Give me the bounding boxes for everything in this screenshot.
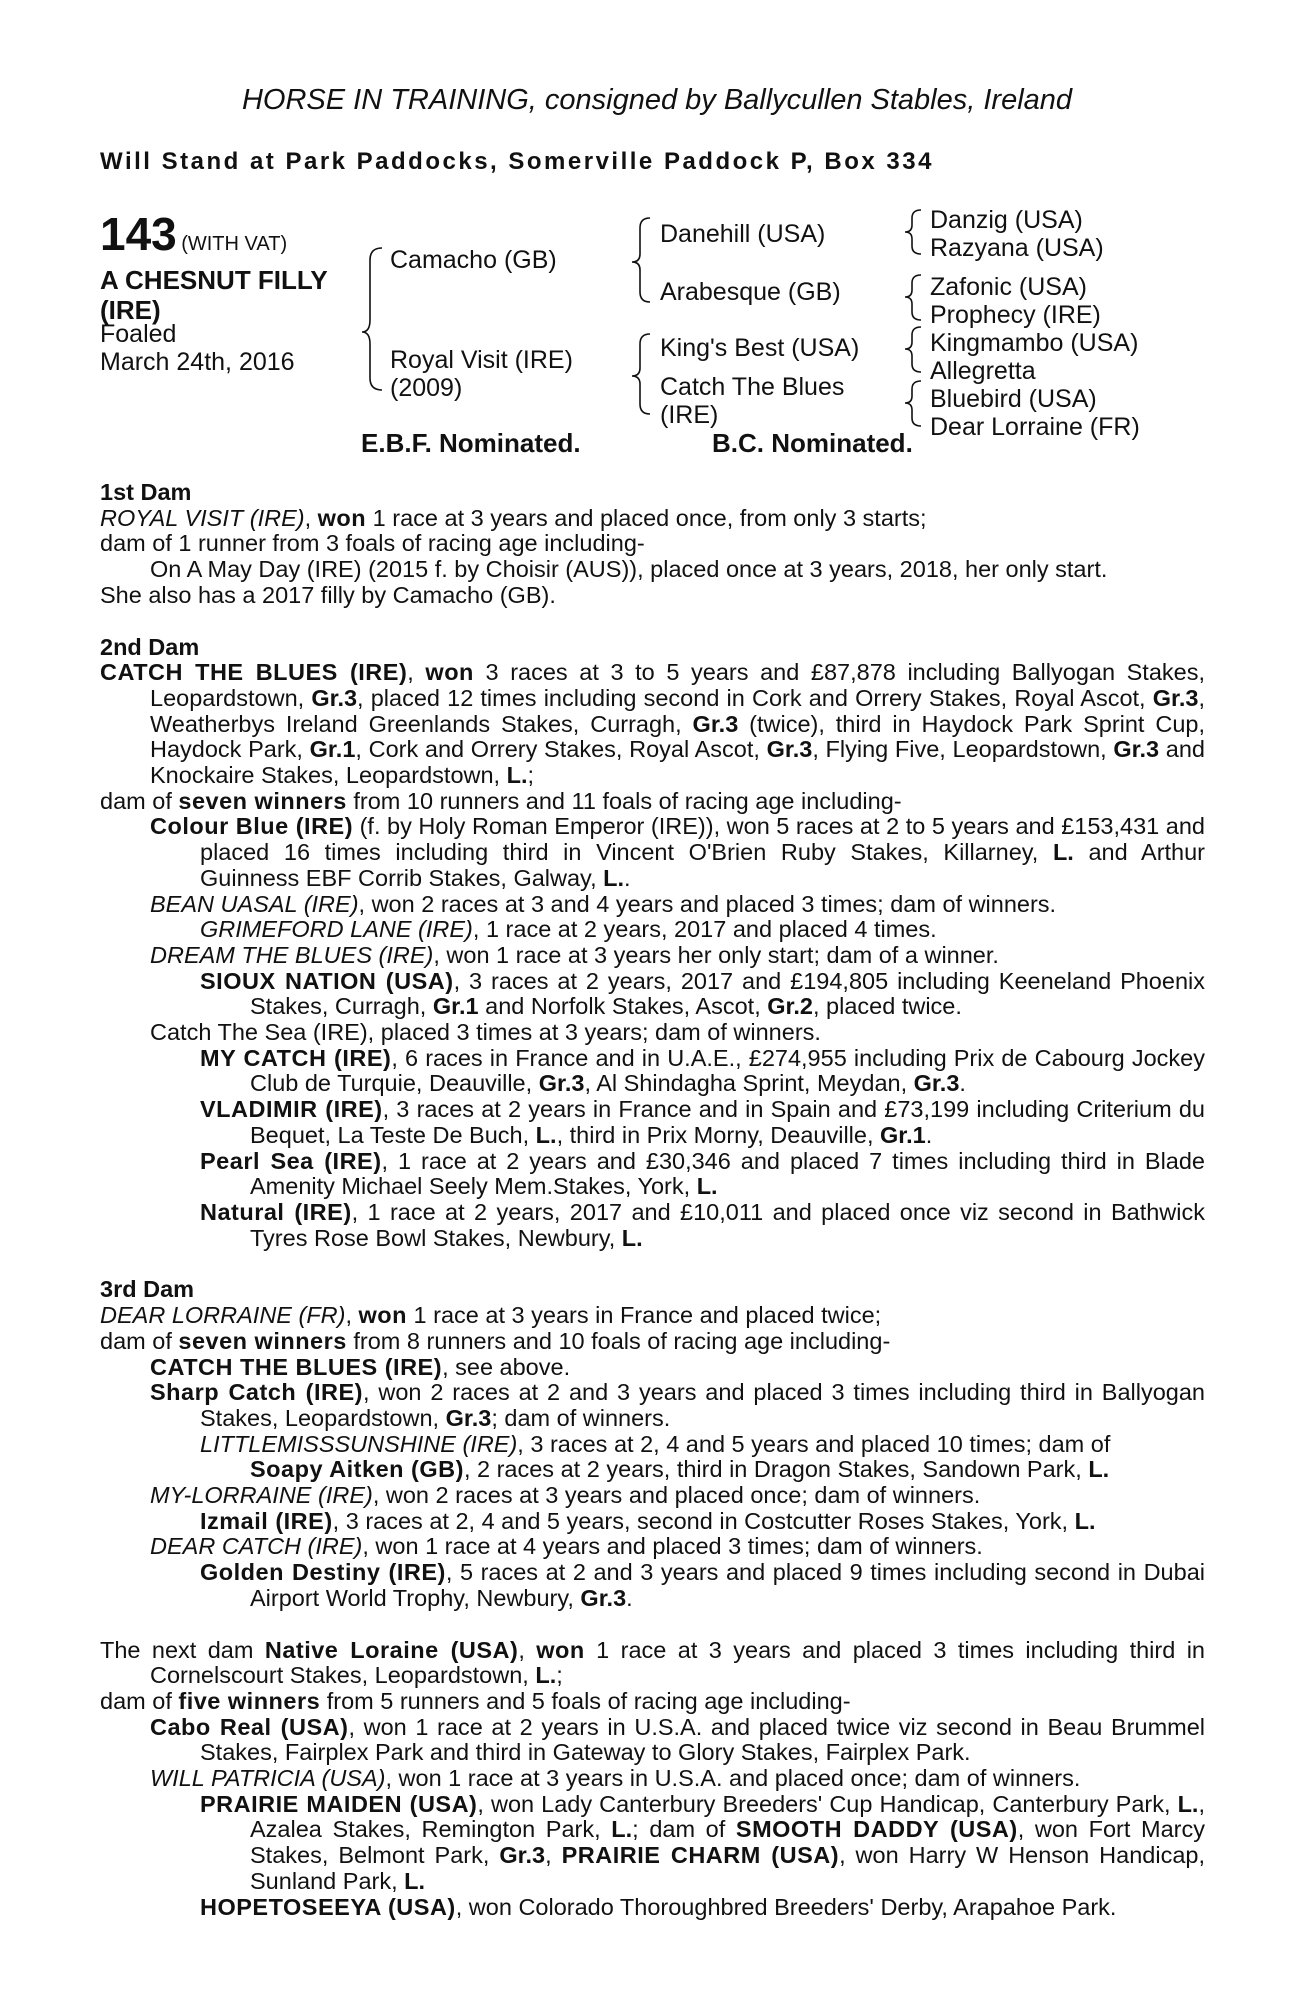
description-line-2: (IRE) — [100, 295, 161, 325]
colour-blue-entry: Colour Blue (IRE) (f. by Holy Roman Emperor (IRE)), won 5 races at 2 to 5 years and £153,431 and placed 16 times including third in Vincent O'Brien Ruby Stakes, Killarney, L. and Arthur Guinness EBF Corrib Stakes, Galway, L.. — [150, 813, 1206, 891]
ancestor-6: Allegretta — [930, 357, 1036, 385]
dam-dam — [660, 373, 844, 429]
ancestor-7: Bluebird (USA) — [930, 385, 1097, 413]
vladimir-entry: VLADIMIR (IRE), 3 races at 2 years in France and in Spain and £73,199 including Criterium du Bequet, La Teste De Buch, L., third in Prix Morny, Deauville, Gr.1. — [200, 1096, 1205, 1148]
pedigree-notes — [100, 480, 1205, 1920]
dam-dam-line-2: (IRE) — [660, 401, 719, 429]
third-generation — [930, 206, 1140, 441]
second-dam-heading: 2nd Dam — [100, 633, 200, 660]
third-dam-heading: 3rd Dam — [100, 1276, 195, 1303]
ancestor-3: Zafonic (USA) — [930, 273, 1087, 301]
foaled-label: Foaled — [100, 320, 177, 348]
izmail-entry: Izmail (IRE), 3 races at 2, 4 and 5 years, second in Costcutter Roses Stakes, York, L. — [200, 1507, 1096, 1534]
first-dam-heading: 1st Dam — [100, 479, 192, 505]
my-lorraine-entry: MY-LORRAINE (IRE), won 2 races at 3 years and placed once; dam of winners. — [150, 1482, 981, 1509]
cabo-real-entry: Cabo Real (USA), won 1 race at 2 years in U.S.A. and placed twice viz second in Beau Brummel Stakes, Fairplex Park and third in Gateway to Glory Stakes, Fairplex Park. — [150, 1713, 1206, 1766]
pearl-sea-entry: Pearl Sea (IRE), 1 race at 2 years and £30,346 and placed 7 times including third in Blade Amenity Michael Seely Mem.Stakes, York, L. — [200, 1147, 1205, 1200]
third-dam-record: DEAR LORRAINE (FR), won 1 race at 3 years in France and placed twice; — [100, 1302, 882, 1329]
littlemisssunshine-entry: LITTLEMISSSUNSHINE (IRE), 3 races at 2, 4 and 5 years and placed 10 times; dam of — [200, 1430, 1111, 1457]
consignor-title: HORSE IN TRAINING, consigned by Ballycullen Stables, Ireland — [241, 84, 1073, 116]
second-dam-record: CATCH THE BLUES (IRE), won 3 races at 3 to 5 years and £87,878 including Ballyogan Stakes, Leopardstown, Gr.3, placed 12 times including second in Cork and Orrery Stakes, Royal Ascot, Gr.3, Weatherbys Ireland Greenlands Stakes, Curragh, Gr.3 (twice), third in Haydock Park Sprint Cup, Haydock Park, Gr.1, Cork and Orrery Stakes, Royal Ascot, Gr.3, Flying Five, Leopardstown, Gr.3 and Knockaire Stakes, Leopardstown, L.; — [100, 659, 1205, 789]
ancestor-2: Razyana (USA) — [930, 234, 1104, 262]
natural-entry: Natural (IRE), 1 race at 2 years, 2017 and £10,011 and placed once viz second in Bathwick Tyres Rose Bowl Stakes, Newbury, L. — [200, 1198, 1205, 1251]
dam-name — [390, 346, 573, 402]
dam-name-line-1: Royal Visit (IRE) — [390, 346, 573, 374]
golden-destiny-entry: Golden Destiny (IRE), 5 races at 2 and 3 years and placed 9 times including second in Dubai Airport World Trophy, Newbury, Gr.3. — [200, 1559, 1205, 1611]
foaled-date: March 24th, 2016 — [100, 348, 295, 376]
first-dam-produce: dam of 1 runner from 3 foals of racing age including- — [100, 530, 645, 557]
my-catch-entry: MY CATCH (IRE), 6 races in France and in U.A.E., £274,955 including Prix de Cabourg Jockey Club de Turquie, Deauville, Gr.3, Al Shindagha Sprint, Meydan, Gr.3. — [200, 1044, 1205, 1097]
hopetoseeya-entry: HOPETOSEEYA (USA), won Colorado Thoroughbred Breeders' Derby, Arapahoe Park. — [200, 1893, 1117, 1920]
will-patricia-entry: WILL PATRICIA (USA), won 1 race at 3 years in U.S.A. and placed once; dam of winners. — [150, 1765, 1081, 1792]
bean-uasal-entry: BEAN UASAL (IRE), won 2 races at 3 and 4 years and placed 3 times; dam of winners. — [150, 890, 1057, 917]
ancestor-1: Danzig (USA) — [930, 206, 1083, 234]
grimeford-lane-entry: GRIMEFORD LANE (IRE), 1 race at 2 years, 2017 and placed 4 times. — [200, 916, 937, 943]
catch-the-sea-entry: Catch The Sea (IRE), placed 3 times at 3 years; dam of winners. — [150, 1019, 821, 1046]
ancestor-4: Prophecy (IRE) — [930, 301, 1101, 329]
ebf-nomination: E.B.F. Nominated. — [361, 428, 581, 458]
second-dam-produce: dam of seven winners from 10 runners and 11 foals of racing age including- — [100, 787, 902, 814]
first-dam-name: ROYAL VISIT (IRE) — [100, 504, 305, 531]
ancestor-8: Dear Lorraine (FR) — [930, 413, 1140, 441]
catch-the-blues-ref: CATCH THE BLUES (IRE), see above. — [150, 1353, 571, 1380]
third-dam-produce: dam of seven winners from 8 runners and 10 foals of racing age including- — [100, 1327, 891, 1354]
sioux-nation-entry: SIOUX NATION (USA), 3 races at 2 years, 2017 and £194,805 including Keeneland Phoenix Stakes, Curragh, Gr.1 and Norfolk Stakes, Ascot, Gr.2, placed twice. — [200, 967, 1205, 1020]
description-line-1: A CHESNUT FILLY — [100, 265, 328, 295]
sire-name: Camacho (GB) — [390, 246, 557, 274]
dam-dam-line-1: Catch The Blues — [660, 373, 845, 401]
dam-sire: King's Best (USA) — [660, 334, 860, 362]
bc-nomination: B.C. Nominated. — [712, 428, 913, 458]
next-dam-record: The next dam Native Loraine (USA), won 1 race at 3 years and placed 3 times including third in Cornelscourt Stakes, Leopardstown, L.; — [100, 1636, 1205, 1689]
sharp-catch-entry: Sharp Catch (IRE), won 2 races at 2 and 3 years and placed 3 times including third in Ballyogan Stakes, Leopardstown, Gr.3; dam of winners. — [150, 1379, 1206, 1431]
dam-foaling-year: (2009) — [390, 374, 463, 402]
first-dam-note: She also has a 2017 filly by Camacho (GB). — [100, 581, 556, 608]
ancestor-5: Kingmambo (USA) — [930, 329, 1139, 357]
vat-note: (WITH VAT) — [181, 233, 288, 255]
dear-catch-entry: DEAR CATCH (IRE), won 1 race at 4 years and placed 3 times; dam of winners. — [150, 1533, 983, 1560]
dream-the-blues-entry: DREAM THE BLUES (IRE), won 1 race at 3 years her only start; dam of a winner. — [150, 941, 999, 968]
stand-location: Will Stand at Park Paddocks, Somerville Paddock P, Box 334 — [100, 148, 934, 175]
sire-sire: Danehill (USA) — [660, 220, 826, 248]
prairie-maiden-entry: PRAIRIE MAIDEN (USA), won Lady Canterbury Breeders' Cup Handicap, Canterbury Park, L., Azalea Stakes, Remington Park, L.; dam of SMOOTH DADDY (USA), won Fort Marcy Stakes, Belmont Park, Gr.3, PRAIRIE CHARM (USA), won Harry W Henson Handicap, Sunland Park, L. — [200, 1790, 1206, 1894]
soapy-aitken-entry: Soapy Aitken (GB), 2 races at 2 years, third in Dragon Stakes, Sandown Park, L. — [250, 1456, 1110, 1483]
next-dam-produce: dam of five winners from 5 runners and 5 foals of racing age including- — [100, 1687, 851, 1714]
first-dam-record: ROYAL VISIT (IRE), won 1 race at 3 years and placed once, from only 3 starts; — [100, 504, 927, 531]
lot-number: 143 — [100, 208, 177, 260]
first-dam-foal-2015: On A May Day (IRE) (2015 f. by Choisir (AUS)), placed once at 3 years, 2018, her only start. — [150, 556, 1108, 583]
sire-dam: Arabesque (GB) — [660, 278, 841, 306]
